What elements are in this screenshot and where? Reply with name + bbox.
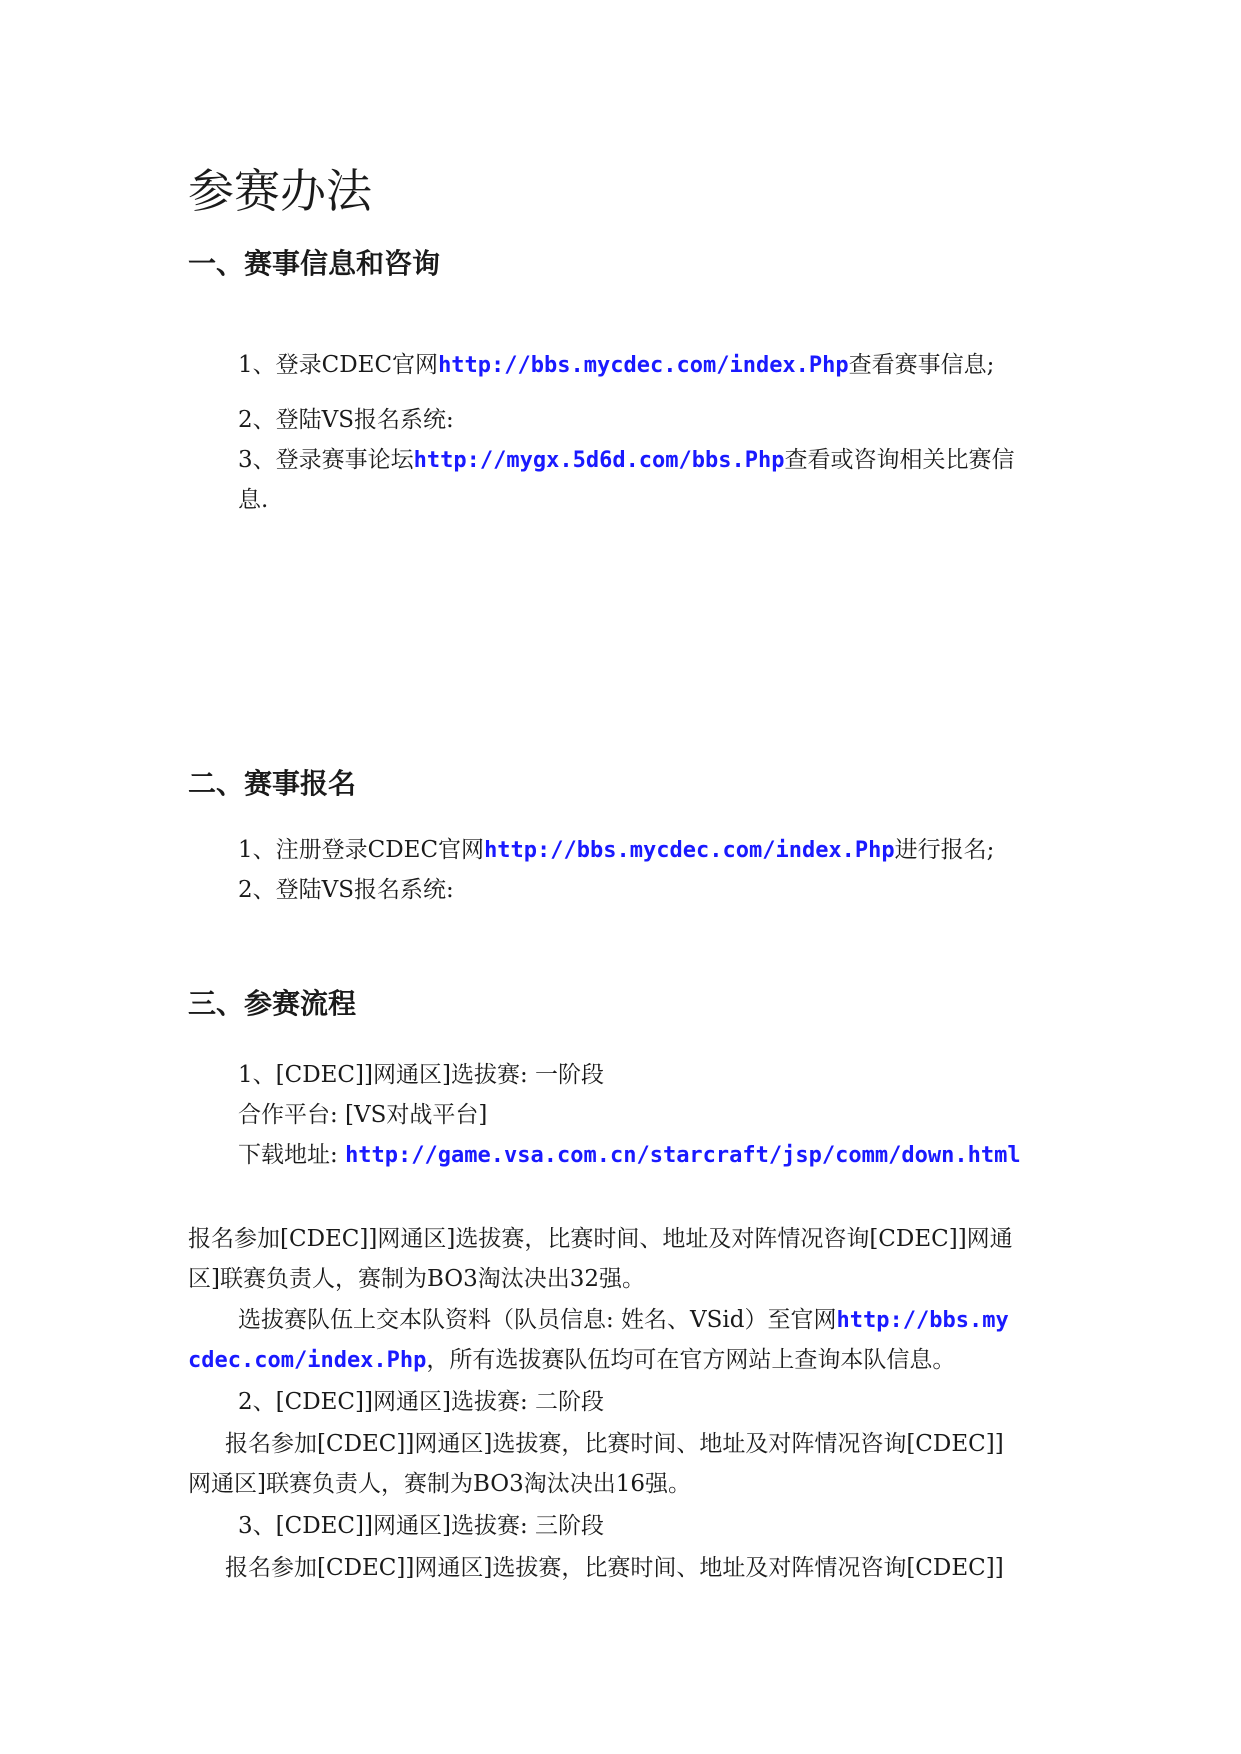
paragraph-line: 区]联赛负责人，赛制为BO3淘汰决出32强。 [188,1266,646,1292]
item-text: 下载地址: [238,1142,346,1168]
paragraph-line: 网通区]联赛负责人，赛制为BO3淘汰决出16强。 [188,1471,692,1497]
item-text: 查看或咨询相关比赛信 [784,447,1015,473]
forum-link[interactable]: http://mygx.5d6d.com/bbs.Php [413,448,785,473]
paragraph-line [238,1303,1009,1338]
item-text: 进行报名; [894,837,995,863]
list-item-continuation: 息. [238,487,269,513]
list-item [238,1058,604,1092]
paragraph-line: 报名参加[CDEC]]网通区]选拔赛，比赛时间、地址及对阵情况咨询[CDEC]] [225,1555,1004,1581]
section-heading-registration: 二、赛事报名 [188,767,357,800]
list-item [238,443,1015,478]
item-text: 2、登陆VS报名系统: [238,407,454,433]
stage-heading: 3、[CDEC]]网通区]选拔赛: 三阶段 [238,1513,605,1539]
item-text: 1、登录CDEC官网 [238,352,439,378]
list-item [238,833,994,868]
list-item [238,403,454,437]
page-title: 参赛办法 [188,164,372,218]
item-text: 3、登录赛事论坛 [238,447,414,473]
section-heading-process: 三、参赛流程 [188,987,357,1020]
cdec-site-link-continued[interactable]: cdec.com/index.Php [188,1348,427,1373]
section-heading-info: 一、赛事信息和咨询 [188,247,441,280]
paragraph-line: 报名参加[CDEC]]网通区]选拔赛，比赛时间、地址及对阵情况咨询[CDEC]]网通 [188,1226,1013,1252]
item-text: 1、注册登录CDEC官网 [238,837,485,863]
list-item [238,873,454,907]
paragraph-line [188,1343,955,1378]
cdec-site-link[interactable]: http://bbs.mycdec.com/index.Php [484,838,895,863]
list-item [238,348,994,383]
cdec-site-link[interactable]: http://bbs.my [836,1308,1009,1333]
item-text: 选拔赛队伍上交本队资料（队员信息: 姓名、VSid）至官网 [238,1307,837,1333]
item-text: 查看赛事信息; [848,352,995,378]
download-link[interactable]: http://game.vsa.com.cn/starcraft/jsp/comm/down.html [345,1143,1021,1168]
cdec-site-link[interactable]: http://bbs.mycdec.com/index.Php [438,353,849,378]
paragraph-line: 报名参加[CDEC]]网通区]选拔赛，比赛时间、地址及对阵情况咨询[CDEC]] [225,1431,1004,1457]
item-text: ，所有选拔赛队伍均可在官方网站上查询本队信息。 [426,1347,956,1373]
item-text: 合作平台: [VS对战平台] [238,1102,488,1128]
item-text: 1、[CDEC]]网通区]选拔赛: 一阶段 [238,1062,605,1088]
item-text: 2、登陆VS报名系统: [238,877,454,903]
list-item [238,1098,487,1132]
list-item [238,1138,1021,1173]
stage-heading: 2、[CDEC]]网通区]选拔赛: 二阶段 [238,1389,605,1415]
